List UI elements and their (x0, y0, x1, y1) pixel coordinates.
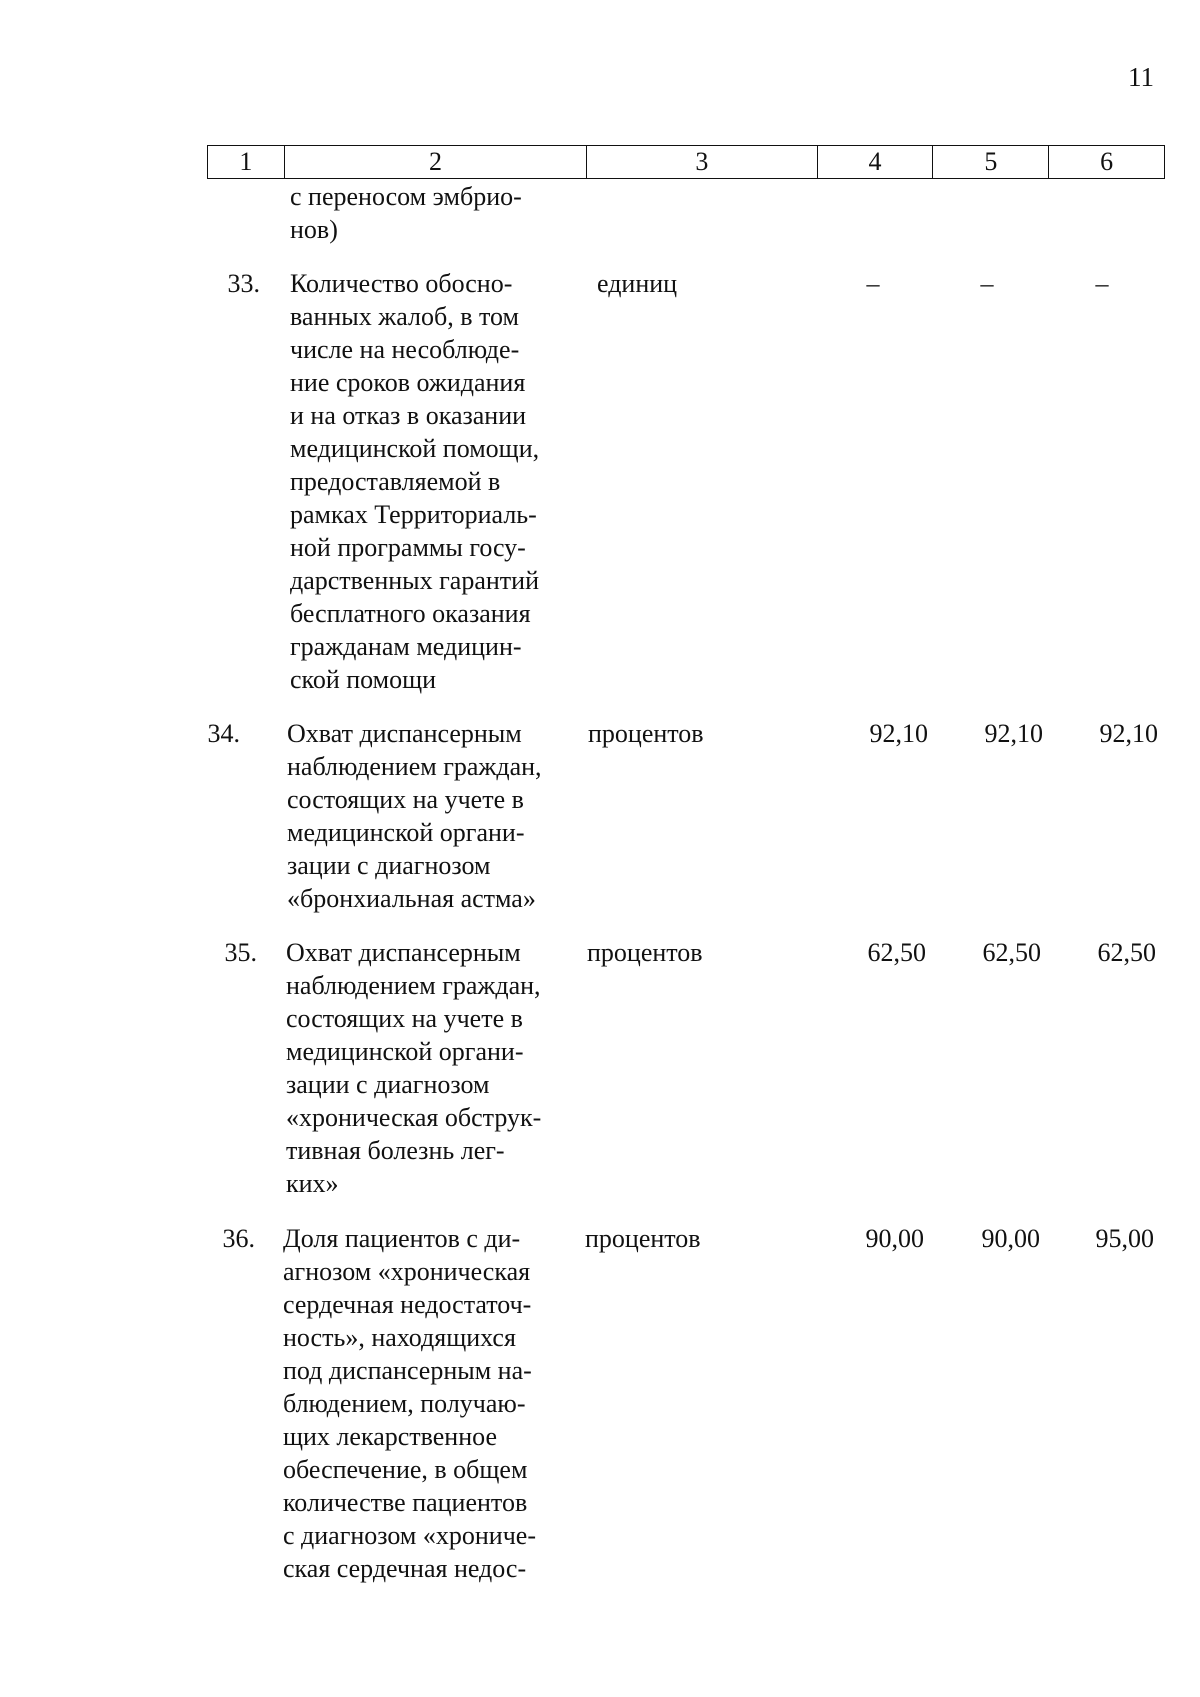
page-number: 11 (1128, 62, 1154, 92)
row-value-col5: 90,00 (981, 1224, 1040, 1253)
row-number: 33. (227, 269, 260, 298)
header-col-3: 3 (587, 146, 818, 179)
row-unit: процентов (587, 938, 703, 967)
row-unit: процентов (588, 719, 704, 748)
header-col-6: 6 (1049, 146, 1165, 179)
header-col-1: 1 (208, 146, 285, 179)
header-col-5: 5 (933, 146, 1049, 179)
row-number: 36. (222, 1224, 255, 1253)
row-description: Доля пациентов с ди- агнозом «хроническая сердечная недостаточ- ность», находящихся под диспансерным на- блюдением, получаю- щих лекарственное обеспечение, в общем количестве пациентов с диагнозом «хрониче- ская сердечная недос- (283, 1224, 536, 1583)
row-value-col4: 90,00 (865, 1224, 924, 1253)
continued-description: с переносом эмбрио- нов) (290, 182, 522, 244)
row-value-col5: 92,10 (984, 719, 1043, 748)
row-value-col4: – (866, 269, 880, 298)
row-description: Количество обосно- ванных жалоб, в том числе на несоблюде- ние сроков ожидания и на отказ в оказании медицинской помощи, предоставляемой в рамках Территориаль- ной программы госу- дарственных гарантий бесплатного оказания гражданам медицин- ской помощи (290, 269, 540, 694)
row-value-col6: 92,10 (1099, 719, 1158, 748)
row-value-col6: 62,50 (1097, 938, 1156, 967)
row-description: Охват диспансерным наблюдением граждан, состоящих на учете в медицинской органи- зации с диагнозом «бронхиальная астма» (287, 719, 542, 913)
row-number: 35. (224, 938, 257, 967)
header-col-2: 2 (284, 146, 586, 179)
row-description: Охват диспансерным наблюдением граждан, состоящих на учете в медицинской органи- зации с диагнозом «хроническая обструк- тивная болезнь лег- ких» (286, 938, 542, 1198)
row-value-col6: 95,00 (1095, 1224, 1154, 1253)
header-col-4: 4 (817, 146, 933, 179)
row-value-col5: 62,50 (982, 938, 1041, 967)
header-row (208, 146, 1165, 179)
row-value-col4: 62,50 (867, 938, 926, 967)
row-unit: единиц (597, 269, 678, 298)
row-value-col5: – (980, 269, 994, 298)
column-number-header (207, 145, 1165, 179)
row-value-col6: – (1095, 269, 1109, 298)
row-unit: процентов (585, 1224, 701, 1253)
row-number: 34. (207, 719, 240, 748)
row-value-col4: 92,10 (869, 719, 928, 748)
